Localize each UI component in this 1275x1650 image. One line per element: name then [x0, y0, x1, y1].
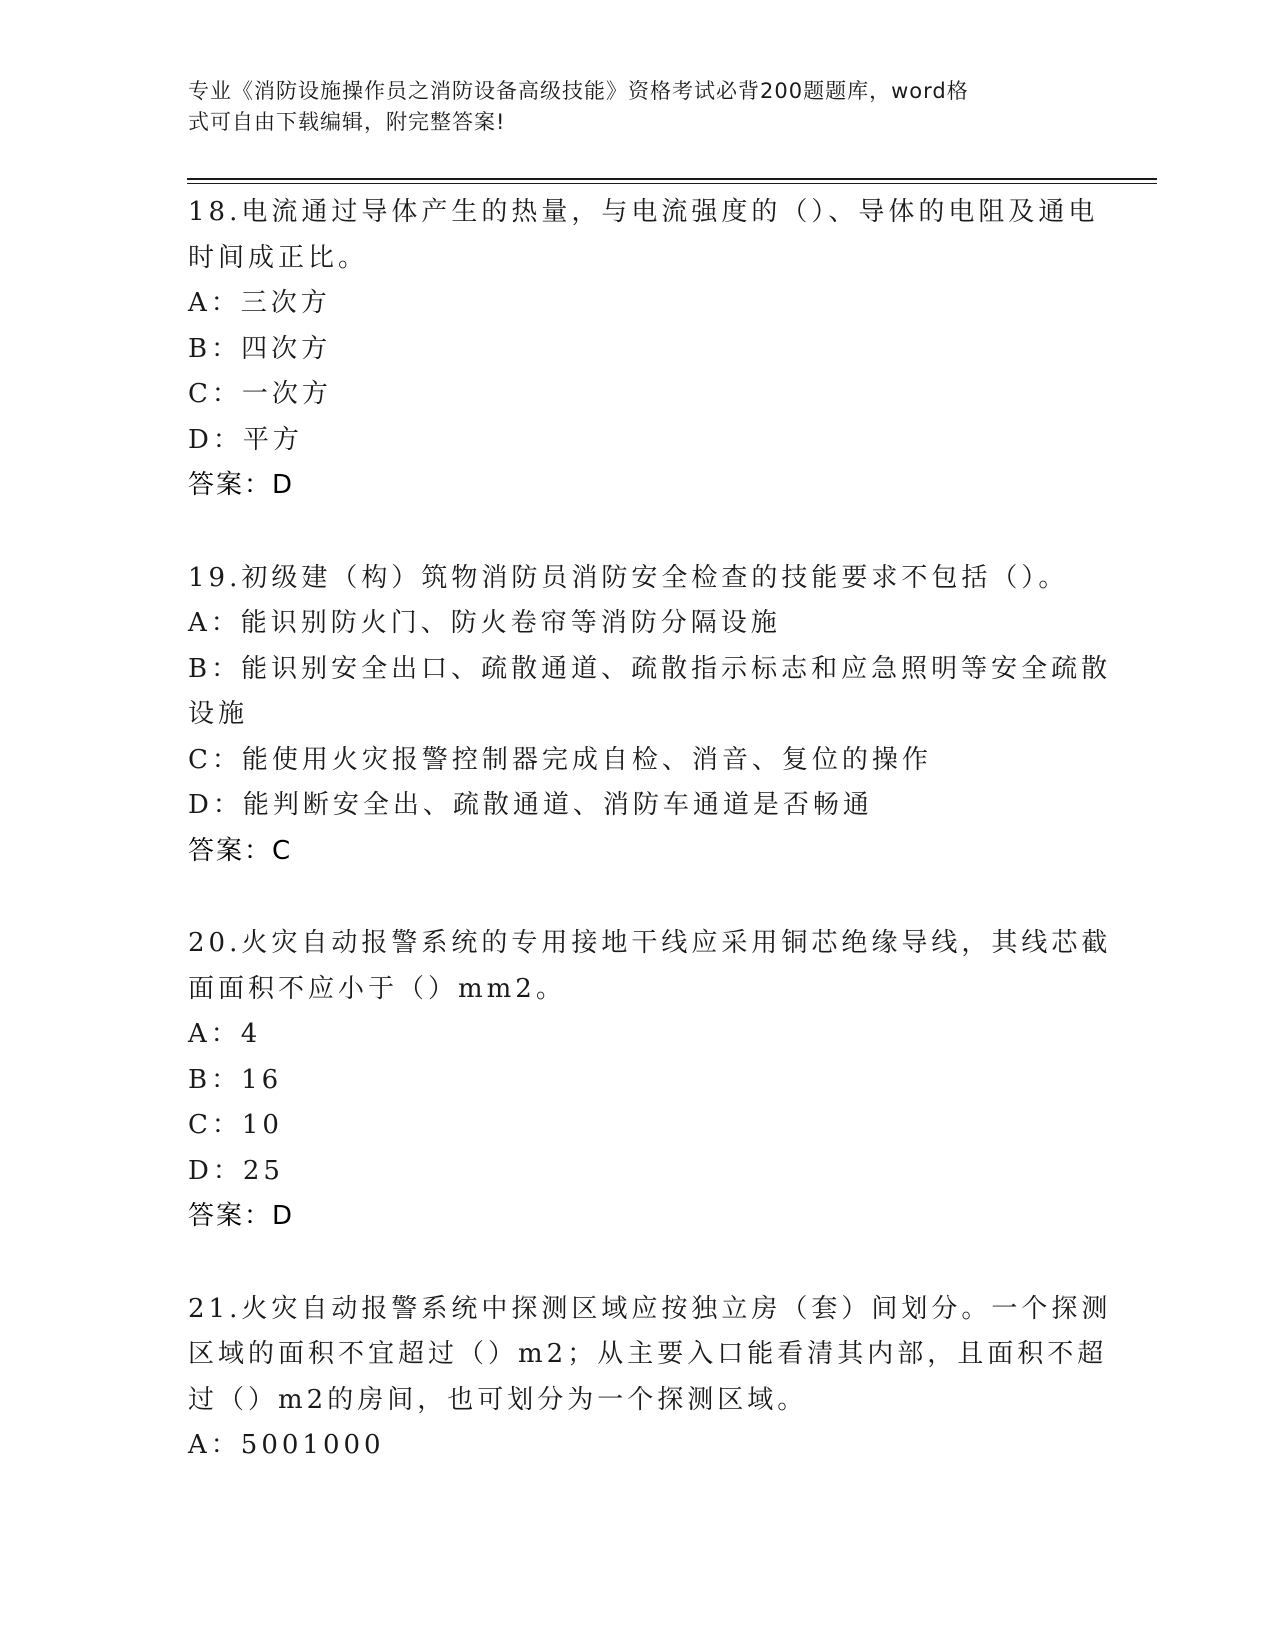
option-a: A：三次方 [188, 288, 331, 318]
option-c: C：一次方 [188, 379, 332, 409]
question-stem-line: 20.火灾自动报警系统的专用接地干线应采用铜芯绝缘导线，其线芯截 [188, 928, 1112, 958]
question-18 [188, 190, 1099, 509]
option-d: D：能判断安全出、疏散通道、消防车通道是否畅通 [188, 790, 873, 820]
question-stem-line: 区域的面积不宜超过（）m2；从主要入口能看清其内部，且面积不超 [188, 1339, 1108, 1369]
question-spacer [188, 1240, 1078, 1287]
option-d: D：平方 [188, 424, 303, 455]
question-stem-line: 21.火灾自动报警系统中探测区域应按独立房（套）间划分。一个探测 [188, 1293, 1112, 1324]
question-stem-line: 19.初级建（构）筑物消防员消防安全检查的技能要求不包括（）。 [188, 562, 1069, 593]
header-line-2: 式可自由下载编辑，附完整答案! [188, 110, 506, 134]
question-20 [188, 921, 1112, 1240]
question-21 [188, 1287, 1112, 1469]
option-b: B：16 [188, 1064, 283, 1095]
option-b-continued: 设施 [188, 699, 249, 729]
question-stem-line: 18.电流通过导体产生的热量，与电流强度的（）、导体的电阻及通电 [188, 197, 1099, 227]
option-a: A：5001000 [188, 1430, 385, 1460]
question-19 [188, 556, 1112, 875]
question-stem-line: 时间成正比。 [188, 242, 369, 273]
document-header [188, 76, 1068, 138]
option-b: B：能识别安全出口、疏散通道、疏散指示标志和应急照明等安全疏散 [188, 653, 1112, 684]
answer-line: 答案：D [188, 470, 295, 500]
option-c: C：能使用火灾报警控制器完成自检、消音、复位的操作 [188, 744, 932, 775]
header-line-1: 专业《消防设施操作员之消防设备高级技能》资格考试必背200题题库，word格 [188, 79, 969, 103]
question-stem-line: 过（）m2的房间，也可划分为一个探测区域。 [188, 1384, 808, 1415]
answer-line: 答案：C [188, 835, 293, 866]
header-divider-thick [187, 178, 1157, 180]
option-a: A：能识别防火门、防火卷帘等消防分隔设施 [188, 608, 781, 638]
question-spacer [188, 874, 1078, 921]
option-c: C：10 [188, 1110, 283, 1140]
option-d: D：25 [188, 1155, 284, 1186]
answer-line: 答案：D [188, 1201, 295, 1231]
header-divider-thin [187, 183, 1157, 184]
option-a: A：4 [188, 1019, 262, 1049]
question-list [188, 190, 1112, 1469]
question-stem-line: 面面积不应小于（）mm2。 [188, 973, 566, 1004]
option-b: B：四次方 [188, 333, 332, 364]
question-spacer [188, 509, 1078, 556]
